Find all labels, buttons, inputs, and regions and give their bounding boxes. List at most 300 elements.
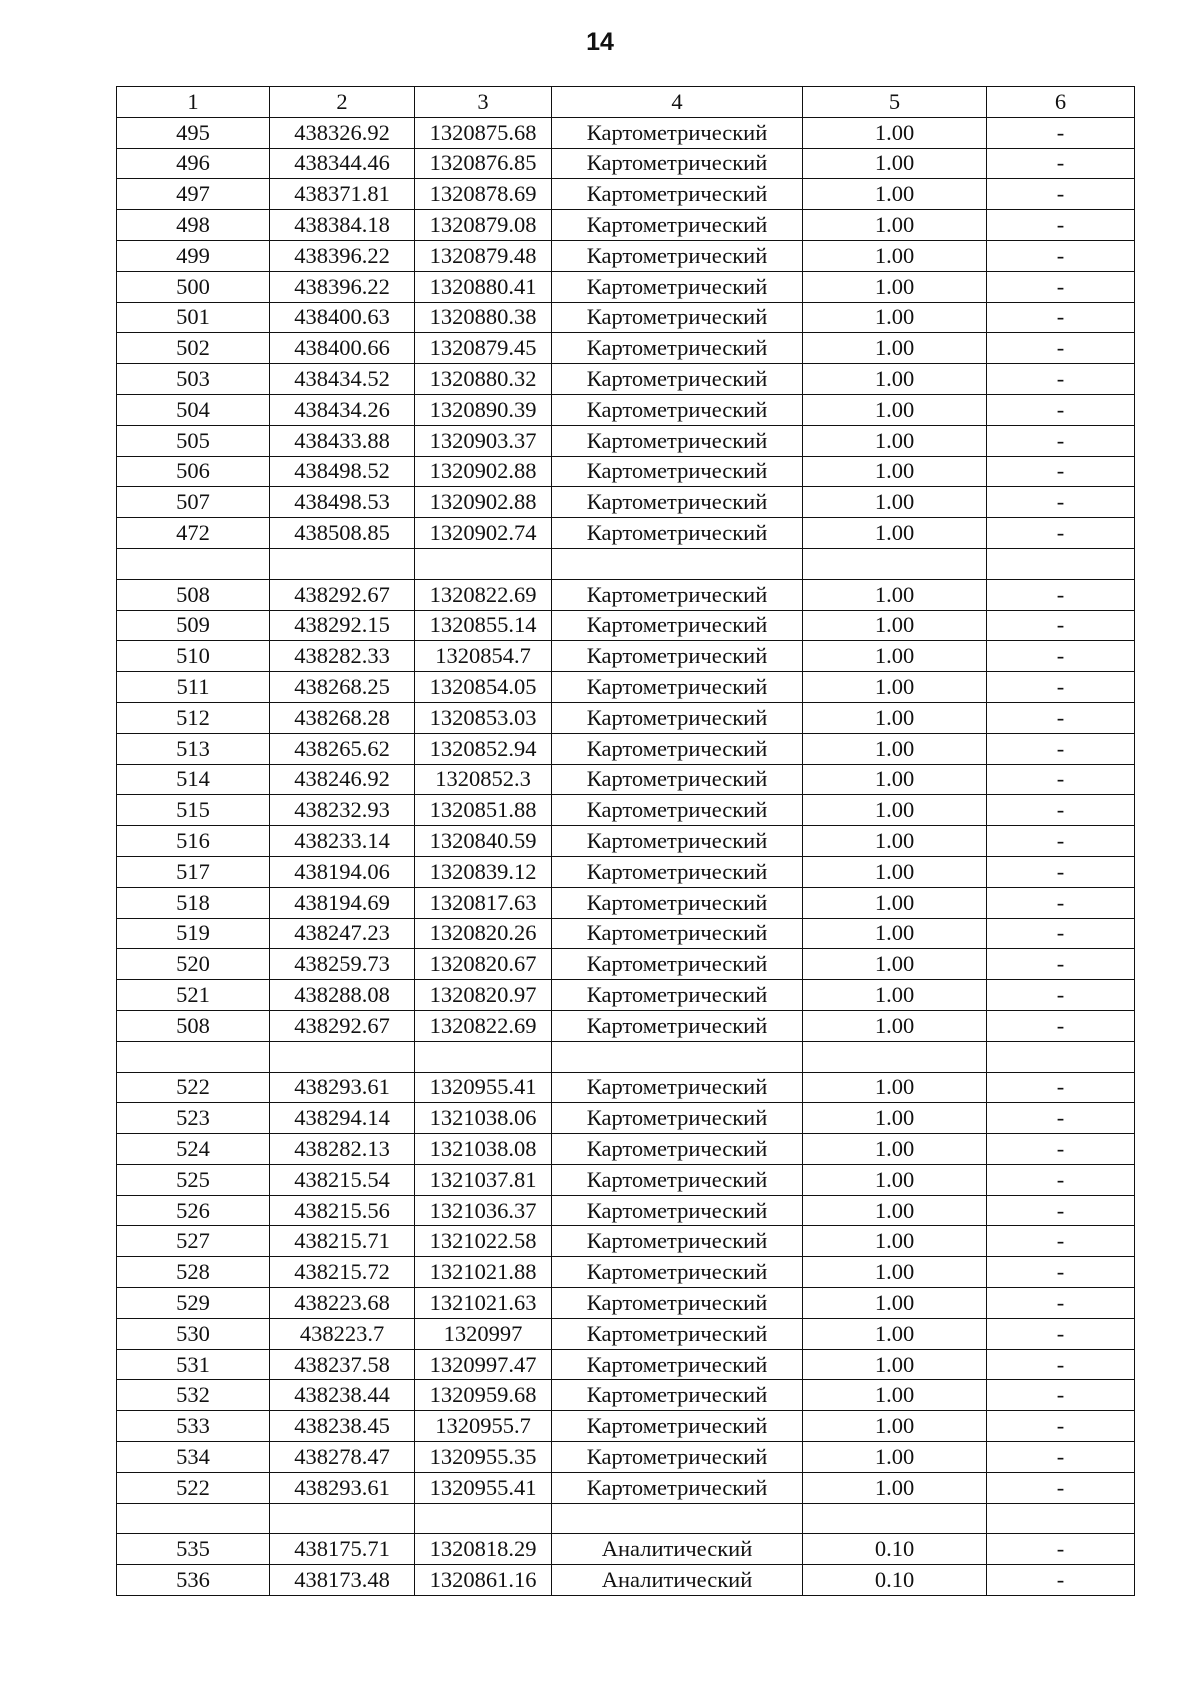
accuracy-cell: 1.00 (803, 672, 987, 703)
point-number-cell: 530 (117, 1318, 270, 1349)
note-cell: - (987, 702, 1135, 733)
coord-x-cell (270, 1041, 415, 1072)
coord-y-cell: 1321022.58 (415, 1226, 552, 1257)
coord-x-cell: 438498.53 (270, 487, 415, 518)
point-number-cell: 498 (117, 210, 270, 241)
coord-x-cell: 438384.18 (270, 210, 415, 241)
table-row (117, 610, 1135, 641)
coord-x-cell: 438232.93 (270, 795, 415, 826)
point-number-cell: 533 (117, 1411, 270, 1442)
method-cell: Картометрический (552, 887, 803, 918)
point-number-cell: 495 (117, 117, 270, 148)
note-cell: - (987, 1072, 1135, 1103)
coord-x-cell: 438292.67 (270, 579, 415, 610)
method-cell (552, 1041, 803, 1072)
method-cell: Картометрический (552, 949, 803, 980)
coord-y-cell: 1321036.37 (415, 1195, 552, 1226)
note-cell: - (987, 1134, 1135, 1165)
method-cell (552, 548, 803, 579)
accuracy-cell: 1.00 (803, 394, 987, 425)
note-cell: - (987, 364, 1135, 395)
note-cell (987, 1041, 1135, 1072)
table-row (117, 1288, 1135, 1319)
coord-y-cell: 1320955.35 (415, 1442, 552, 1473)
coord-x-cell: 438246.92 (270, 764, 415, 795)
point-number-cell: 472 (117, 518, 270, 549)
accuracy-cell: 1.00 (803, 764, 987, 795)
method-cell: Картометрический (552, 1195, 803, 1226)
method-cell: Картометрический (552, 1318, 803, 1349)
coord-y-cell: 1320854.05 (415, 672, 552, 703)
coord-x-cell: 438293.61 (270, 1472, 415, 1503)
table-row (117, 579, 1135, 610)
point-number-cell: 500 (117, 271, 270, 302)
method-cell: Картометрический (552, 1472, 803, 1503)
accuracy-cell: 1.00 (803, 1164, 987, 1195)
coord-y-cell: 1320879.45 (415, 333, 552, 364)
method-cell: Картометрический (552, 179, 803, 210)
note-cell: - (987, 579, 1135, 610)
note-cell: - (987, 425, 1135, 456)
header-cell-3: 3 (415, 87, 552, 118)
coord-y-cell: 1320880.41 (415, 271, 552, 302)
point-number-cell: 525 (117, 1164, 270, 1195)
table-separator-row (117, 1041, 1135, 1072)
table-row (117, 487, 1135, 518)
coord-x-cell: 438278.47 (270, 1442, 415, 1473)
method-cell: Картометрический (552, 425, 803, 456)
table-row (117, 240, 1135, 271)
note-cell: - (987, 764, 1135, 795)
note-cell: - (987, 1288, 1135, 1319)
note-cell: - (987, 610, 1135, 641)
accuracy-cell: 1.00 (803, 271, 987, 302)
note-cell: - (987, 887, 1135, 918)
note-cell: - (987, 1164, 1135, 1195)
coord-y-cell: 1320820.97 (415, 980, 552, 1011)
coord-y-cell (415, 1041, 552, 1072)
point-number-cell: 511 (117, 672, 270, 703)
accuracy-cell: 1.00 (803, 1288, 987, 1319)
note-cell: - (987, 1195, 1135, 1226)
method-cell: Картометрический (552, 579, 803, 610)
note-cell (987, 1503, 1135, 1534)
coord-x-cell: 438259.73 (270, 949, 415, 980)
note-cell: - (987, 1411, 1135, 1442)
coord-y-cell: 1320822.69 (415, 579, 552, 610)
coord-x-cell: 438326.92 (270, 117, 415, 148)
accuracy-cell: 1.00 (803, 333, 987, 364)
accuracy-cell: 1.00 (803, 1257, 987, 1288)
page-number: 14 (586, 28, 614, 56)
point-number-cell: 521 (117, 980, 270, 1011)
accuracy-cell (803, 548, 987, 579)
accuracy-cell: 1.00 (803, 425, 987, 456)
table-row (117, 1380, 1135, 1411)
point-number-cell: 501 (117, 302, 270, 333)
table-row (117, 271, 1135, 302)
accuracy-cell: 1.00 (803, 826, 987, 857)
header-cell-4: 4 (552, 87, 803, 118)
accuracy-cell: 1.00 (803, 1134, 987, 1165)
coord-y-cell: 1320902.88 (415, 487, 552, 518)
accuracy-cell: 1.00 (803, 364, 987, 395)
point-number-cell: 524 (117, 1134, 270, 1165)
accuracy-cell: 1.00 (803, 1226, 987, 1257)
table-row (117, 425, 1135, 456)
note-cell: - (987, 210, 1135, 241)
point-number-cell: 497 (117, 179, 270, 210)
coord-x-cell: 438400.63 (270, 302, 415, 333)
coord-y-cell: 1320879.48 (415, 240, 552, 271)
table-row (117, 702, 1135, 733)
note-cell: - (987, 271, 1135, 302)
point-number-cell: 532 (117, 1380, 270, 1411)
accuracy-cell: 1.00 (803, 1380, 987, 1411)
coord-x-cell: 438396.22 (270, 240, 415, 271)
note-cell: - (987, 240, 1135, 271)
method-cell: Картометрический (552, 302, 803, 333)
point-number-cell: 510 (117, 641, 270, 672)
accuracy-cell: 1.00 (803, 210, 987, 241)
coord-y-cell: 1321021.63 (415, 1288, 552, 1319)
method-cell: Картометрический (552, 487, 803, 518)
table-row (117, 1472, 1135, 1503)
coord-y-cell: 1320880.38 (415, 302, 552, 333)
method-cell: Картометрический (552, 795, 803, 826)
note-cell: - (987, 672, 1135, 703)
note-cell: - (987, 456, 1135, 487)
header-cell-5: 5 (803, 87, 987, 118)
coord-x-cell: 438292.15 (270, 610, 415, 641)
point-number-cell: 517 (117, 856, 270, 887)
accuracy-cell: 1.00 (803, 1072, 987, 1103)
table-row (117, 456, 1135, 487)
coord-y-cell: 1320852.94 (415, 733, 552, 764)
note-cell: - (987, 733, 1135, 764)
accuracy-cell: 1.00 (803, 456, 987, 487)
method-cell: Картометрический (552, 1164, 803, 1195)
table-header (117, 87, 1135, 118)
method-cell: Картометрический (552, 702, 803, 733)
point-number-cell: 522 (117, 1072, 270, 1103)
table-row (117, 1134, 1135, 1165)
table-row (117, 1534, 1135, 1565)
method-cell: Картометрический (552, 1103, 803, 1134)
coordinates-table (116, 86, 1135, 1596)
coord-y-cell: 1320879.08 (415, 210, 552, 241)
coord-x-cell: 438268.25 (270, 672, 415, 703)
coord-y-cell: 1320875.68 (415, 117, 552, 148)
table-row (117, 641, 1135, 672)
coord-y-cell: 1320955.41 (415, 1472, 552, 1503)
method-cell: Картометрический (552, 980, 803, 1011)
method-cell: Картометрический (552, 1010, 803, 1041)
coord-x-cell: 438396.22 (270, 271, 415, 302)
note-cell: - (987, 518, 1135, 549)
table-row (117, 117, 1135, 148)
coord-y-cell: 1320818.29 (415, 1534, 552, 1565)
coord-y-cell: 1320855.14 (415, 610, 552, 641)
table-row (117, 826, 1135, 857)
method-cell: Картометрический (552, 918, 803, 949)
point-number-cell: 536 (117, 1565, 270, 1596)
coord-y-cell: 1320853.03 (415, 702, 552, 733)
point-number-cell: 526 (117, 1195, 270, 1226)
accuracy-cell: 1.00 (803, 1442, 987, 1473)
table-row (117, 1164, 1135, 1195)
method-cell: Картометрический (552, 148, 803, 179)
note-cell: - (987, 333, 1135, 364)
coord-x-cell: 438434.26 (270, 394, 415, 425)
coord-x-cell: 438223.7 (270, 1318, 415, 1349)
accuracy-cell: 1.00 (803, 302, 987, 333)
coord-y-cell: 1320876.85 (415, 148, 552, 179)
coord-x-cell: 438238.44 (270, 1380, 415, 1411)
table-row (117, 980, 1135, 1011)
coord-y-cell: 1320902.88 (415, 456, 552, 487)
coord-y-cell: 1320822.69 (415, 1010, 552, 1041)
coord-y-cell: 1321038.08 (415, 1134, 552, 1165)
coord-x-cell: 438194.69 (270, 887, 415, 918)
method-cell: Картометрический (552, 456, 803, 487)
coord-x-cell: 438194.06 (270, 856, 415, 887)
method-cell: Картометрический (552, 672, 803, 703)
note-cell: - (987, 1534, 1135, 1565)
coord-y-cell: 1320839.12 (415, 856, 552, 887)
note-cell: - (987, 641, 1135, 672)
point-number-cell: 523 (117, 1103, 270, 1134)
note-cell (987, 548, 1135, 579)
point-number-cell: 519 (117, 918, 270, 949)
point-number-cell: 505 (117, 425, 270, 456)
point-number-cell: 534 (117, 1442, 270, 1473)
table-row (117, 795, 1135, 826)
coord-y-cell: 1321038.06 (415, 1103, 552, 1134)
note-cell: - (987, 918, 1135, 949)
note-cell: - (987, 795, 1135, 826)
header-cell-1: 1 (117, 87, 270, 118)
coord-x-cell: 438238.45 (270, 1411, 415, 1442)
accuracy-cell: 1.00 (803, 1472, 987, 1503)
coord-x-cell: 438498.52 (270, 456, 415, 487)
accuracy-cell: 1.00 (803, 579, 987, 610)
note-cell: - (987, 1472, 1135, 1503)
coord-x-cell: 438508.85 (270, 518, 415, 549)
coord-x-cell: 438288.08 (270, 980, 415, 1011)
coord-x-cell: 438433.88 (270, 425, 415, 456)
note-cell: - (987, 1103, 1135, 1134)
accuracy-cell: 1.00 (803, 795, 987, 826)
table-row (117, 302, 1135, 333)
method-cell: Картометрический (552, 856, 803, 887)
method-cell: Картометрический (552, 1411, 803, 1442)
note-cell: - (987, 179, 1135, 210)
note-cell: - (987, 949, 1135, 980)
point-number-cell: 522 (117, 1472, 270, 1503)
point-number-cell: 508 (117, 1010, 270, 1041)
coord-y-cell: 1320880.32 (415, 364, 552, 395)
coord-x-cell: 438223.68 (270, 1288, 415, 1319)
note-cell: - (987, 1565, 1135, 1596)
point-number-cell: 509 (117, 610, 270, 641)
coord-y-cell: 1320890.39 (415, 394, 552, 425)
point-number-cell: 535 (117, 1534, 270, 1565)
point-number-cell: 529 (117, 1288, 270, 1319)
table-row (117, 1103, 1135, 1134)
table-row (117, 1411, 1135, 1442)
coord-y-cell: 1320955.41 (415, 1072, 552, 1103)
method-cell: Аналитический (552, 1534, 803, 1565)
point-number-cell: 515 (117, 795, 270, 826)
table-separator-row (117, 1503, 1135, 1534)
coord-y-cell: 1320955.7 (415, 1411, 552, 1442)
table-row (117, 179, 1135, 210)
point-number-cell (117, 548, 270, 579)
method-cell: Картометрический (552, 117, 803, 148)
point-number-cell: 499 (117, 240, 270, 271)
point-number-cell: 507 (117, 487, 270, 518)
table-row (117, 1072, 1135, 1103)
note-cell: - (987, 1318, 1135, 1349)
point-number-cell: 527 (117, 1226, 270, 1257)
method-cell: Картометрический (552, 641, 803, 672)
coord-y-cell: 1320851.88 (415, 795, 552, 826)
point-number-cell: 518 (117, 887, 270, 918)
method-cell: Картометрический (552, 610, 803, 641)
header-cell-2: 2 (270, 87, 415, 118)
method-cell: Картометрический (552, 518, 803, 549)
point-number-cell: 506 (117, 456, 270, 487)
method-cell: Картометрический (552, 364, 803, 395)
accuracy-cell (803, 1503, 987, 1534)
accuracy-cell: 1.00 (803, 1349, 987, 1380)
method-cell: Картометрический (552, 1134, 803, 1165)
note-cell: - (987, 487, 1135, 518)
note-cell: - (987, 826, 1135, 857)
point-number-cell (117, 1041, 270, 1072)
coord-y-cell (415, 1503, 552, 1534)
table-row (117, 764, 1135, 795)
note-cell: - (987, 302, 1135, 333)
coord-x-cell: 438344.46 (270, 148, 415, 179)
coord-y-cell: 1320959.68 (415, 1380, 552, 1411)
table-row (117, 949, 1135, 980)
method-cell: Картометрический (552, 1442, 803, 1473)
table-row (117, 364, 1135, 395)
coord-x-cell: 438434.52 (270, 364, 415, 395)
accuracy-cell: 1.00 (803, 641, 987, 672)
note-cell: - (987, 1380, 1135, 1411)
table-body (117, 117, 1135, 1595)
note-cell: - (987, 1226, 1135, 1257)
table-row (117, 1226, 1135, 1257)
note-cell: - (987, 856, 1135, 887)
accuracy-cell: 1.00 (803, 240, 987, 271)
accuracy-cell: 1.00 (803, 918, 987, 949)
header-cell-6: 6 (987, 87, 1135, 118)
table-row (117, 148, 1135, 179)
table-row (117, 856, 1135, 887)
coord-x-cell: 438175.71 (270, 1534, 415, 1565)
note-cell: - (987, 148, 1135, 179)
point-number-cell: 528 (117, 1257, 270, 1288)
method-cell: Картометрический (552, 764, 803, 795)
method-cell: Картометрический (552, 1072, 803, 1103)
coord-x-cell: 438268.28 (270, 702, 415, 733)
method-cell: Аналитический (552, 1565, 803, 1596)
accuracy-cell: 1.00 (803, 980, 987, 1011)
table-row (117, 1010, 1135, 1041)
header-row (117, 87, 1135, 118)
accuracy-cell: 1.00 (803, 117, 987, 148)
coord-x-cell: 438215.56 (270, 1195, 415, 1226)
table-row (117, 1442, 1135, 1473)
coord-x-cell (270, 548, 415, 579)
coord-y-cell: 1320852.3 (415, 764, 552, 795)
accuracy-cell (803, 1041, 987, 1072)
accuracy-cell: 1.00 (803, 148, 987, 179)
coord-y-cell: 1320820.26 (415, 918, 552, 949)
coord-y-cell: 1320820.67 (415, 949, 552, 980)
method-cell: Картометрический (552, 1226, 803, 1257)
point-number-cell: 512 (117, 702, 270, 733)
note-cell: - (987, 1010, 1135, 1041)
coord-y-cell: 1320840.59 (415, 826, 552, 857)
method-cell: Картометрический (552, 733, 803, 764)
coord-y-cell: 1321021.88 (415, 1257, 552, 1288)
point-number-cell: 531 (117, 1349, 270, 1380)
table-row (117, 1318, 1135, 1349)
accuracy-cell: 1.00 (803, 887, 987, 918)
coord-x-cell: 438400.66 (270, 333, 415, 364)
table-row (117, 1349, 1135, 1380)
coord-y-cell (415, 548, 552, 579)
coord-y-cell: 1320878.69 (415, 179, 552, 210)
accuracy-cell: 1.00 (803, 179, 987, 210)
accuracy-cell: 1.00 (803, 518, 987, 549)
method-cell: Картометрический (552, 210, 803, 241)
accuracy-cell: 1.00 (803, 1195, 987, 1226)
coord-y-cell: 1321037.81 (415, 1164, 552, 1195)
coord-x-cell: 438173.48 (270, 1565, 415, 1596)
accuracy-cell: 0.10 (803, 1534, 987, 1565)
coord-x-cell: 438247.23 (270, 918, 415, 949)
table-row (117, 672, 1135, 703)
accuracy-cell: 1.00 (803, 856, 987, 887)
note-cell: - (987, 1349, 1135, 1380)
table-row (117, 887, 1135, 918)
note-cell: - (987, 1257, 1135, 1288)
accuracy-cell: 1.00 (803, 1411, 987, 1442)
coord-x-cell: 438282.13 (270, 1134, 415, 1165)
coord-x-cell: 438215.72 (270, 1257, 415, 1288)
method-cell: Картометрический (552, 240, 803, 271)
table-row (117, 733, 1135, 764)
point-number-cell: 503 (117, 364, 270, 395)
method-cell: Картометрический (552, 1380, 803, 1411)
coord-y-cell: 1320861.16 (415, 1565, 552, 1596)
note-cell: - (987, 1442, 1135, 1473)
point-number-cell: 508 (117, 579, 270, 610)
point-number-cell: 496 (117, 148, 270, 179)
accuracy-cell: 0.10 (803, 1565, 987, 1596)
accuracy-cell: 1.00 (803, 487, 987, 518)
point-number-cell: 516 (117, 826, 270, 857)
coord-x-cell: 438293.61 (270, 1072, 415, 1103)
coord-x-cell: 438294.14 (270, 1103, 415, 1134)
coord-y-cell: 1320902.74 (415, 518, 552, 549)
